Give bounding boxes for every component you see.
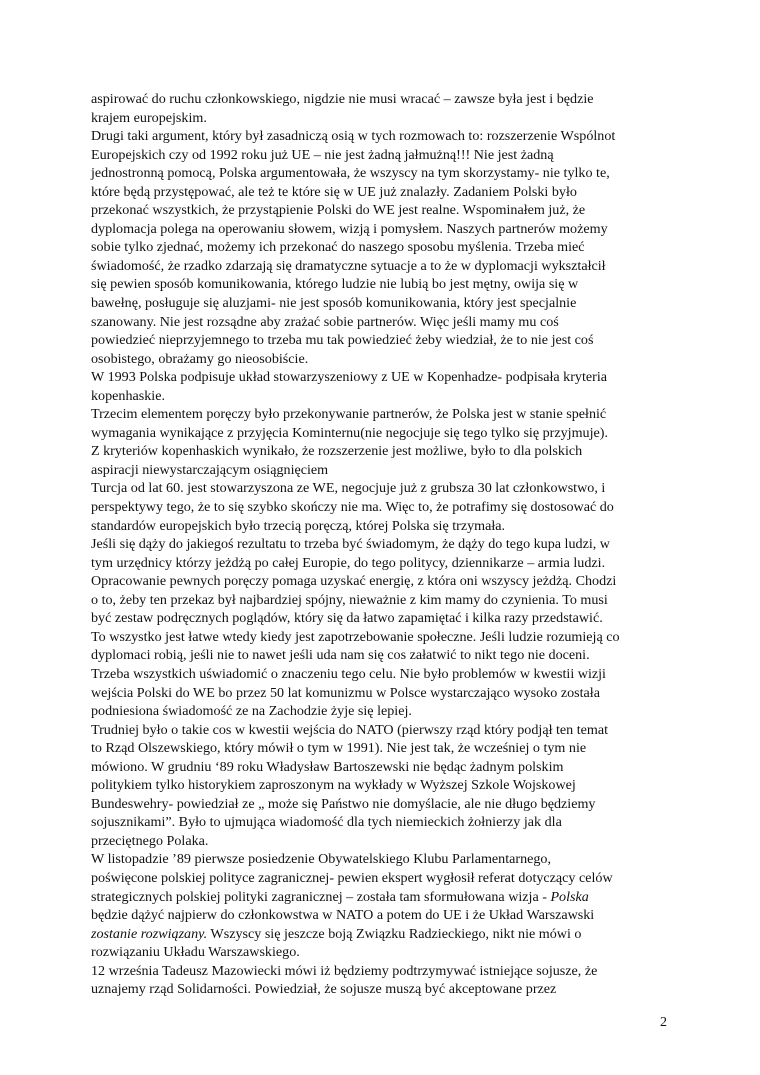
text-line: Trzecim elementem poręczy było przekonywanie partnerów, że Polska jest w stanie spełnić	[91, 406, 607, 423]
text-line: sobie tylko zjednać, możemy ich przekonać do naszego sposobu myślenia. Trzeba mieć	[91, 239, 585, 256]
text-line: W 1993 Polska podpisuje układ stowarzyszeniowy z UE w Kopenhadze- podpisała kryteria	[91, 369, 607, 386]
text-line: to Rząd Olszewskiego, który mówił o tym w 1991). Nie jest tak, że wcześniej o tym nie	[91, 740, 587, 757]
text-line: uznajemy rząd Solidarności. Powiedział, że sojusze muszą być akceptowane przez	[91, 981, 557, 998]
text-line-mixed	[91, 888, 671, 907]
text-line-italic: będzie dążyć najpierw do członkowstwa w NATO a potem do UE i że Układ Warszawski	[91, 907, 595, 924]
text-line: które będą przystępować, ale też te które się w UE już znalazły. Zadaniem Polski było	[91, 183, 577, 200]
text-line: bawełnę, posługuje się aluzjami- nie jest sposób komunikowania, który jest specjalnie	[91, 295, 577, 312]
text-line: dyplomacja polega na operowaniu słowem, wizją i pomysłem. Naszych partnerów możemy	[91, 220, 608, 237]
text-line: perspektywy tego, że to się szybko skończy nie ma. Więc to, że potrafimy się dostosować do	[91, 499, 614, 516]
text-line: Z kryteriów kopenhaskich wynikało, że rozszerzenie jest możliwe, było to dla polskich	[91, 443, 583, 460]
text-line: Turcja od lat 60. jest stowarzyszona ze WE, negocjuje już z grubsza 30 lat członkowstwo, i	[91, 480, 606, 497]
text-line: szanowany. Nie jest rozsądne aby zrażać sobie partnerów. Więc jeśli mamy mu coś	[91, 313, 559, 330]
text-line: kopenhaskie.	[91, 387, 165, 404]
text-line: podniesiona świadomość ze na Zachodzie żyje się lepiej.	[91, 703, 412, 720]
text-line: aspirować do ruchu członkowskiego, nigdzie nie musi wracać – zawsze była jest i będzie	[91, 91, 594, 107]
text-line: Trudniej było o takie cos w kwestii wejścia do NATO (pierwszy rząd który podjął ten temat	[91, 721, 609, 738]
text-line: osobistego, obrażamy go nieosobiście.	[91, 350, 309, 367]
text-line: krajem europejskim.	[91, 109, 207, 126]
text-line: aspiracji niewystarczającym osiągnięciem	[91, 461, 329, 478]
text-line: 12 września Tadeusz Mazowiecki mówi iż będziemy podtrzymywać istniejące sojusze, że	[91, 962, 598, 979]
text-line: tym urzędnicy którzy jeżdżą po całej Europie, do tego politycy, dziennikarze – armia ludzi.	[91, 554, 606, 571]
text-line: powiedzieć nieprzyjemnego to trzeba mu tak powiedzieć żeby wiedział, że to nie jest coś	[91, 332, 594, 349]
text-line: Jeśli się dąży do jakiegoś rezultatu to trzeba być świadomym, że dąży do tego kupa ludzi, w	[91, 536, 610, 553]
text-line: politykiem tylko historykiem zaproszonym na wykłady w Wyższej Szkole Wojskowej	[91, 777, 576, 794]
text-line: wymagania wynikające z przyjęcia Kominternu(nie negocjuje się tego tylko się przyjmuje).	[91, 424, 608, 441]
text-line: przekonać wszystkich, że przystąpienie Polski do WE jest realne. Wspominałem już, że	[91, 202, 586, 219]
text-line-mixed	[91, 925, 671, 944]
body-text	[91, 90, 671, 999]
text-line: jednostronną pomocą, Polska argumentowała, że wszyscy na tym skorzystamy- nie tylko te,	[91, 165, 610, 182]
text-line: o to, żeby ten przekaz był najbardziej spójny, nieważnie z kim mamy do czynienia. To musi	[91, 591, 608, 608]
text-line: rozwiązaniu Układu Warszawskiego.	[91, 944, 300, 961]
text-run: strategicznych polskiej polityki zagranicznej – została tam sformułowana wizja -	[91, 888, 551, 905]
text-line: mówiono. W grudniu ‘89 roku Władysław Bartoszewski nie będąc żadnym polskim	[91, 758, 564, 775]
text-line: poświęcone polskiej polityce zagranicznej- pewien ekspert wygłosił referat dotyczący celów	[91, 869, 613, 886]
page-number: 2	[660, 1014, 668, 1030]
text-line: Drugi taki argument, który był zasadniczą osią w tych rozmowach to: rozszerzenie Wspólnot	[91, 128, 616, 145]
text-run: Wszyscy się jeszcze boją Związku Radzieckiego, nikt nie mówi o	[207, 925, 582, 942]
text-line: W listopadzie ’89 pierwsze posiedzenie Obywatelskiego Klubu Parlamentarnego,	[91, 851, 551, 868]
text-line: dyplomaci robią, jeśli nie to nawet jeśli uda nam się cos załatwić to nikt tego nie doceni.	[91, 647, 590, 664]
text-line: być zestaw podręcznych poglądów, który się da łatwo zapamiętać i kilka razy przedstawić.	[91, 610, 603, 627]
text-line: Bundeswehry- powiedział ze „ może się Państwo nie domyślacie, ale nie długo będziemy	[91, 795, 596, 812]
text-line: wejścia Polski do WE bo przez 50 lat komunizmu w Polsce wystarczająco wysoko została	[91, 684, 600, 701]
text-line: się pewien sposób komunikowania, którego ludzie nie lubią bo jest mętny, owija się w	[91, 276, 579, 293]
text-line: przeciętnego Polaka.	[91, 832, 209, 849]
text-line: standardów europejskich było trzecią poręczą, której Polska się trzymała.	[91, 517, 506, 534]
text-line: To wszystko jest łatwe wtedy kiedy jest zapotrzebowanie społeczne. Jeśli ludzie rozumieją co	[91, 628, 620, 645]
italic-run: Polska	[550, 888, 589, 905]
text-line: świadomość, że rzadko zdarzają się dramatyczne sytuacje a to że w dyplomacji wykształcił	[91, 257, 606, 274]
text-line: sojusznikami”. Było to ujmująca wiadomość dla tych niemieckich żołnierzy jak dla	[91, 814, 562, 831]
italic-run: zostanie rozwiązany.	[91, 925, 208, 942]
text-line: Europejskich czy od 1992 roku już UE – nie jest żadną jałmużną!!! Nie jest żadną	[91, 146, 554, 163]
text-line: Opracowanie pewnych poręczy pomaga uzyskać energię, z która oni wszyscy jeżdżą. Chodzi	[91, 573, 617, 590]
text-line: Trzeba wszystkich uświadomić o znaczeniu tego celu. Nie było problemów w kwestii wizji	[91, 665, 606, 682]
